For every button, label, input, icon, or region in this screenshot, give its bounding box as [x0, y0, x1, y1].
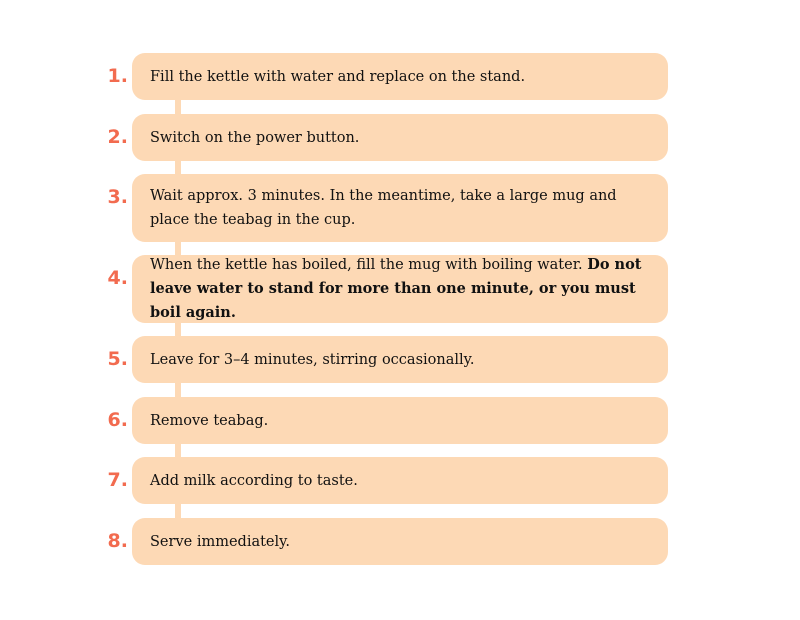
step-number: 6.	[107, 409, 128, 431]
step-number: 5.	[107, 348, 128, 370]
step-box	[132, 255, 668, 323]
step-text	[150, 65, 525, 89]
step-box	[132, 53, 668, 100]
step-number: 3.	[107, 186, 128, 208]
step-text	[150, 253, 650, 325]
step-box	[132, 174, 668, 242]
step-number: 7.	[107, 469, 128, 491]
step-text-regular: When the kettle has boiled, fill the mug with boiling water.	[150, 257, 588, 273]
step-box	[132, 457, 668, 504]
step-text	[150, 409, 268, 433]
step-number: 2.	[107, 126, 128, 148]
step-text-regular: Switch on the power button.	[150, 129, 360, 146]
step-text-regular: Wait approx. 3 minutes. In the meantime, take a large mug and place the teabag in the cup.	[150, 187, 617, 228]
step-text	[150, 348, 475, 372]
step-text-regular: Add milk according to taste.	[150, 472, 358, 489]
step-text-regular: Serve immediately.	[150, 533, 291, 550]
step-text-regular: Fill the kettle with water and replace on the stand.	[150, 68, 526, 85]
step-text-regular: Remove teabag.	[150, 412, 269, 429]
step-text	[150, 126, 359, 150]
step-text-bold: Do not leave water to stand for more than one minute, or you must boil again.	[150, 256, 642, 321]
step-number: 4.	[107, 267, 128, 289]
step-text	[150, 530, 290, 554]
step-number: 1.	[107, 65, 128, 87]
step-box	[132, 114, 668, 161]
step-box	[132, 336, 668, 383]
step-text-regular: Leave for 3–4 minutes, stirring occasionally.	[150, 351, 475, 368]
step-text	[150, 469, 358, 493]
step-box	[132, 518, 668, 565]
step-number: 8.	[107, 530, 128, 552]
step-box	[132, 397, 668, 444]
step-text	[150, 185, 650, 232]
